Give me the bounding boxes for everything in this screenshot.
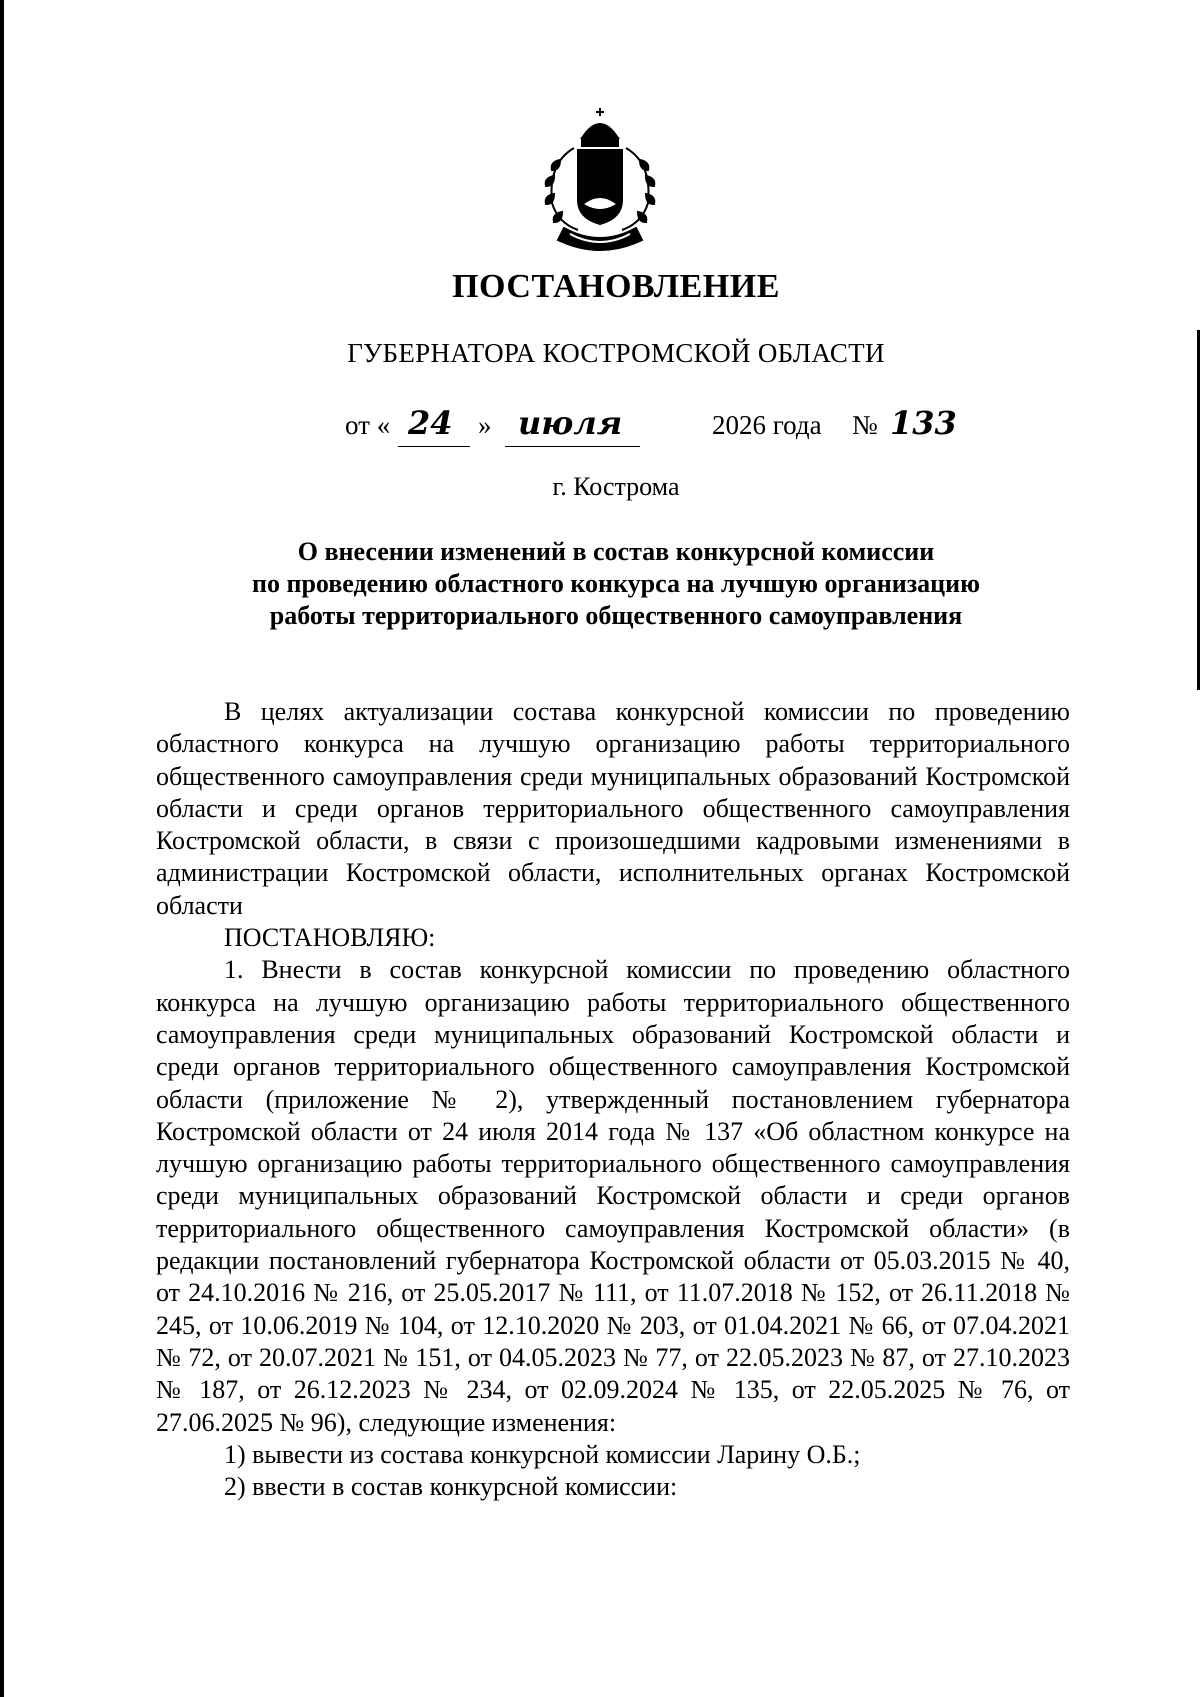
date-month-handwritten: июля (518, 404, 623, 442)
issuer-title: ГУБЕРНАТОРА КОСТРОМСКОЙ ОБЛАСТИ (347, 338, 885, 368)
subject-line: работы территориального общественного самоуправления (269, 601, 963, 630)
document-type-title: ПОСТАНОВЛЕНИЕ (452, 268, 780, 305)
document-subject (150, 536, 1082, 632)
number-sign: № (852, 410, 878, 440)
list-item: 1) вывести из состава конкурсной комиссии Ларину О.Б.; (224, 1439, 861, 1469)
date-number-line (0, 404, 1200, 460)
coat-of-arms-icon (530, 108, 670, 263)
preamble-paragraph: В целях актуализации состава конкурсной комиссии по проведению областного конкурса на лучшую организацию работы территориального общественного самоуправления среди муниципальных образований Костромской области и среди органов территориального общественного самоуправления Костромской области, в связи с произошедшими кадровыми изменениями в администрации Костромской области, исполнительных органах Костромской области (156, 697, 1070, 920)
document-body (156, 696, 1070, 1503)
date-day-handwritten: 24 (408, 404, 453, 442)
list-item: 2) ввести в состав конкурсной комиссии: (224, 1472, 678, 1502)
date-prefix: от « (345, 410, 391, 440)
scan-edge-left (0, 0, 4, 1697)
decree-word: ПОСТАНОВЛЯЮ: (224, 923, 436, 953)
day-underline (398, 446, 470, 447)
city-line: г. Кострома (552, 472, 680, 501)
date-year: 2026 года (712, 410, 822, 440)
subject-line: О внесении изменений в состав конкурсной комиссии (297, 537, 935, 566)
date-close-quote: » (478, 410, 492, 440)
paragraph-1: 1. Внести в состав конкурсной комиссии по проведению областного конкурса на лучшую организацию работы территориального общественного самоуправления среди муниципальных образований Костромской области и среди органов территориального общественного самоуправления Костромской области (приложение № 2), утвержденный постановлением губернатора Костромской области от 24 июля 2014 года № 137 «Об областном конкурсе на лучшую организацию работы территориального общественного самоуправления среди муниципальных образований Костромской области и среди органов территориального общественного самоуправления Костромской области» (в редакции постановлений губернатора Костромской области от 05.03.2015 № 40, от 24.10.2016 № 216, от 25.05.2017 № 111, от 11.07.2018 № 152, от 26.11.2018 № 245, от 10.06.2019 № 104, от 12.10.2020 № 203, от 01.04.2021 № 66, от 07.04.2021 № 72, от 20.07.2021 № 151, от 04.05.2023 № 77, от 22.05.2023 № 87, от 27.10.2023 № 187, от 26.12.2023 № 234, от 02.09.2024 № 135, от 22.05.2025 № 76, от 27.06.2025 № 96), следующие изменения: (156, 955, 1070, 1437)
month-underline (505, 446, 640, 447)
subject-line: по проведению областного конкурса на лучшую организацию (251, 569, 981, 598)
document-number-handwritten: 133 (890, 404, 957, 442)
